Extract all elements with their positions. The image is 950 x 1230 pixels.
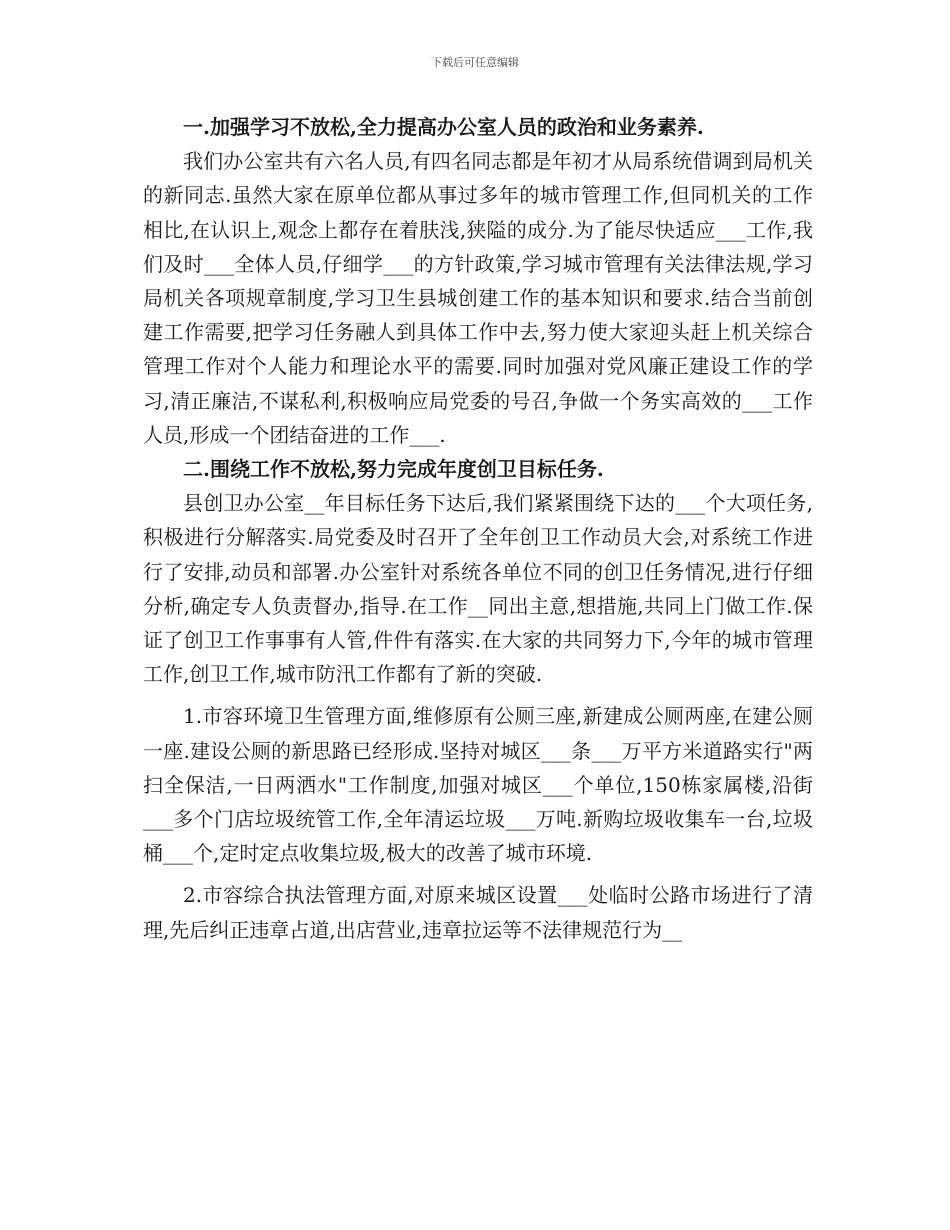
document-body bbox=[143, 110, 813, 947]
section-2-item-2: 2.市容综合执法管理方面,对原来城区设置___处临时公路市场进行了清理,先后纠正违章占道,出店营业,违章拉运等不法律规范行为__ bbox=[143, 883, 813, 942]
page-header: 下载后可任意编辑 bbox=[431, 56, 519, 69]
section-2-paragraph: 县创卫办公室__年目标任务下达后,我们紧紧围绕下达的___个大项任务,积极进行分解落实.局党委及时召开了全年创卫工作动员大会,对系统工作进行了安排,动员和部署.办公室针对系统各单位不同的创卫任务情况,进行仔细分析,确定专人负责督办,指导.在工作__同出主意,想措施,共同上门做工作.保证了创卫工作事事有人管,件件有落实.在大家的共同努力下,今年的城市管理工作,创卫工作,城市防汛工作都有了新的突破. bbox=[143, 491, 813, 687]
section-2-heading: 二.围绕工作不放松,努力完成年度创卫目标任务. bbox=[183, 457, 604, 482]
section-2-item-1: 1.市容环境卫生管理方面,维修原有公厕三座,新建成公厕两座,在建公厕一座.建设公厕的新思路已经形成.坚持对城区___条___万平方米道路实行"两扫全保洁,一日两洒水"工作制度,加强对城区___个单位,150栋家属楼,沿街___多个门店垃圾统管工作,全年清运垃圾___万吨.新购垃圾收集车一台,垃圾桶___个,定时定点收集垃圾,极大的改善了城市环境. bbox=[143, 704, 813, 866]
section-1-heading: 一.加强学习不放松,全力提高办公室人员的政治和业务素养. bbox=[183, 115, 704, 139]
section-1-paragraph: 我们办公室共有六名人员,有四名同志都是年初才从局系统借调到局机关的新同志.虽然大家在原单位都从事过多年的城市管理工作,但同机关的工作相比,在认识上,观念上都存在着肤浅,狭隘的成分.为了能尽快适应___工作,我们及时___全体人员,仔细学___的方针政策,学习城市管理有关法律法规,学习局机关各项规章制度,学习卫生县城创建工作的基本知识和要求.结合当前创建工作需要,把学习任务融人到具体工作中去,努力使大家迎头赶上机关综合管理工作对个人能力和理论水平的需要.同时加强对党风廉正建设工作的学习,清正廉洁,不谋私利,积极响应局党委的号召,争做一个务实高效的___工作人员,形成一个团结奋进的工作___. bbox=[143, 149, 813, 447]
